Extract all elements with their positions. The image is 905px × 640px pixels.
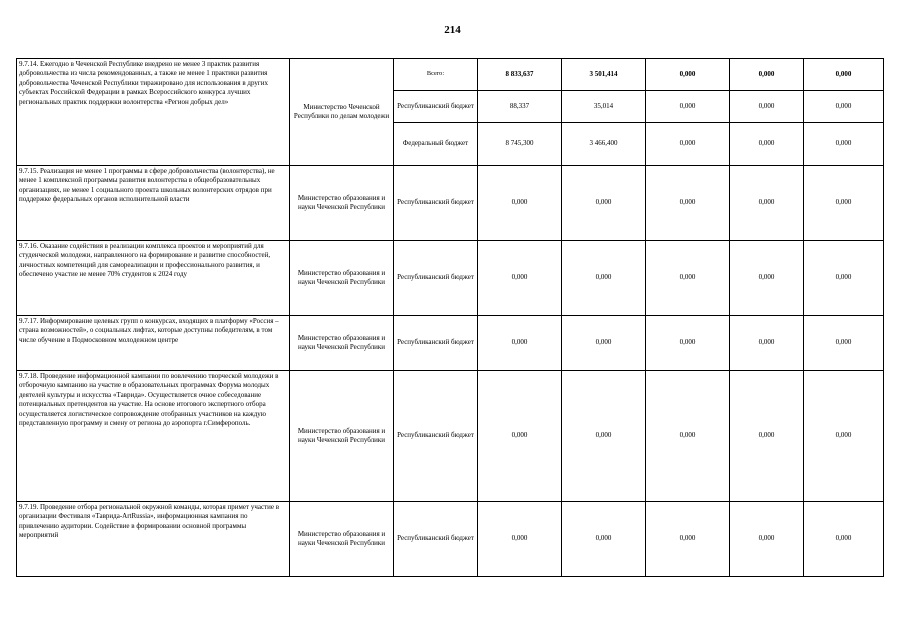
value-cell: 0,000 [646,123,730,166]
executor-cell: Министерство образования и науки Чеченской Республики [290,241,394,316]
executor-cell: Министерство Чеченской Республики по делам молодежи [290,59,394,166]
value-cell: 0,000 [730,316,804,371]
value-cell: 0,000 [804,502,884,577]
value-cell: 0,000 [646,371,730,502]
value-cell: 0,000 [730,166,804,241]
executor-cell: Министерство образования и науки Чеченской Республики [290,166,394,241]
activity-description: 9.7.15. Реализация не менее 1 программы в сфере добровольчества (волонтерства), не менее 1 комплексной программы развития волонтерства в общеобразовательных организациях, не менее 1 социального проекта школьных волонтерских отрядов при поддержке федеральных органов исполнительной власти [17,166,290,241]
value-cell: 0,000 [804,316,884,371]
value-cell: 0,000 [562,241,646,316]
budget-table [16,58,884,577]
value-cell: 0,000 [562,502,646,577]
value-cell: 0,000 [730,59,804,91]
table-row [17,166,884,241]
executor-cell: Министерство образования и науки Чеченской Республики [290,371,394,502]
value-cell: 0,000 [804,91,884,123]
value-cell: 3 501,414 [562,59,646,91]
value-cell: 0,000 [478,241,562,316]
funding-source: Федеральный бюджет [394,123,478,166]
activity-description: 9.7.18. Проведение информационной кампании по вовлечению творческой молодежи в отборочную кампанию на участие в образовательных программах Форума молодых деятелей культуры и искусства «Таврида». Осуществляется очное собеседование потенциальных претендентов на участие. На основе итогового экспертного отбора осуществляется логистическое сопровождение отобранных участников на каждую представленную программу и смену от региона до аэропорта г.Симферополь. [17,371,290,502]
funding-source: Республиканский бюджет [394,502,478,577]
value-cell: 0,000 [730,123,804,166]
value-cell: 0,000 [646,502,730,577]
table-row [17,59,884,91]
value-cell: 0,000 [804,59,884,91]
executor-cell: Министерство образования и науки Чеченской Республики [290,316,394,371]
funding-source: Республиканский бюджет [394,166,478,241]
value-cell: 0,000 [730,371,804,502]
funding-source: Республиканский бюджет [394,316,478,371]
table-row [17,502,884,577]
value-cell: 0,000 [646,91,730,123]
value-cell: 0,000 [562,371,646,502]
activity-description: 9.7.17. Информирование целевых групп о конкурсах, входящих в платформу «Россия – страна возможностей», о социальных лифтах, которые доступны победителям, в том числе обучение в Подмосковном молодежном центре [17,316,290,371]
value-cell: 88,337 [478,91,562,123]
value-cell: 0,000 [730,241,804,316]
activity-description: 9.7.14. Ежегодно в Чеченской Республике внедрено не менее 3 практик развития добровольчества из числа рекомендованных, а также не менее 1 практики развития добровольчества Чеченской Республики тиражировано для использования в других субъектах Российской Федерации в рамках Всероссийского конкурса лучших региональных практик поддержки волонтерства «Регион добрых дел» [17,59,290,166]
value-cell: 0,000 [646,241,730,316]
value-cell: 8 833,637 [478,59,562,91]
value-cell: 0,000 [562,316,646,371]
table-row [17,316,884,371]
value-cell: 3 466,400 [562,123,646,166]
funding-source: Всего: [394,59,478,91]
table-row [17,371,884,502]
funding-source: Республиканский бюджет [394,91,478,123]
value-cell: 0,000 [562,166,646,241]
value-cell: 0,000 [730,91,804,123]
value-cell: 0,000 [804,166,884,241]
value-cell: 0,000 [478,502,562,577]
value-cell: 0,000 [804,123,884,166]
activity-description: 9.7.16. Оказание содействия в реализации комплекса проектов и мероприятий для студенческой молодежи, направленного на формирование и развитие способностей, личностных компетенций для самореализации и профессионального развития, и обеспечено участие не менее 70% студентов к 2024 году [17,241,290,316]
funding-source: Республиканский бюджет [394,371,478,502]
value-cell: 35,014 [562,91,646,123]
value-cell: 0,000 [478,371,562,502]
value-cell: 0,000 [804,241,884,316]
value-cell: 0,000 [730,502,804,577]
executor-cell: Министерство образования и науки Чеченской Республики [290,502,394,577]
value-cell: 0,000 [646,316,730,371]
value-cell: 0,000 [478,166,562,241]
table-row [17,241,884,316]
value-cell: 8 745,300 [478,123,562,166]
page-number: 214 [444,24,461,36]
value-cell: 0,000 [804,371,884,502]
funding-source: Республиканский бюджет [394,241,478,316]
value-cell: 0,000 [646,166,730,241]
activity-description: 9.7.19. Проведение отбора региональной окружной команды, которая примет участие в организации Фестиваля «Таврида-ArtRussia», информационная кампания по привлечению аудитории. Содействие в формировании основной программы мероприятий [17,502,290,577]
value-cell: 0,000 [646,59,730,91]
value-cell: 0,000 [478,316,562,371]
